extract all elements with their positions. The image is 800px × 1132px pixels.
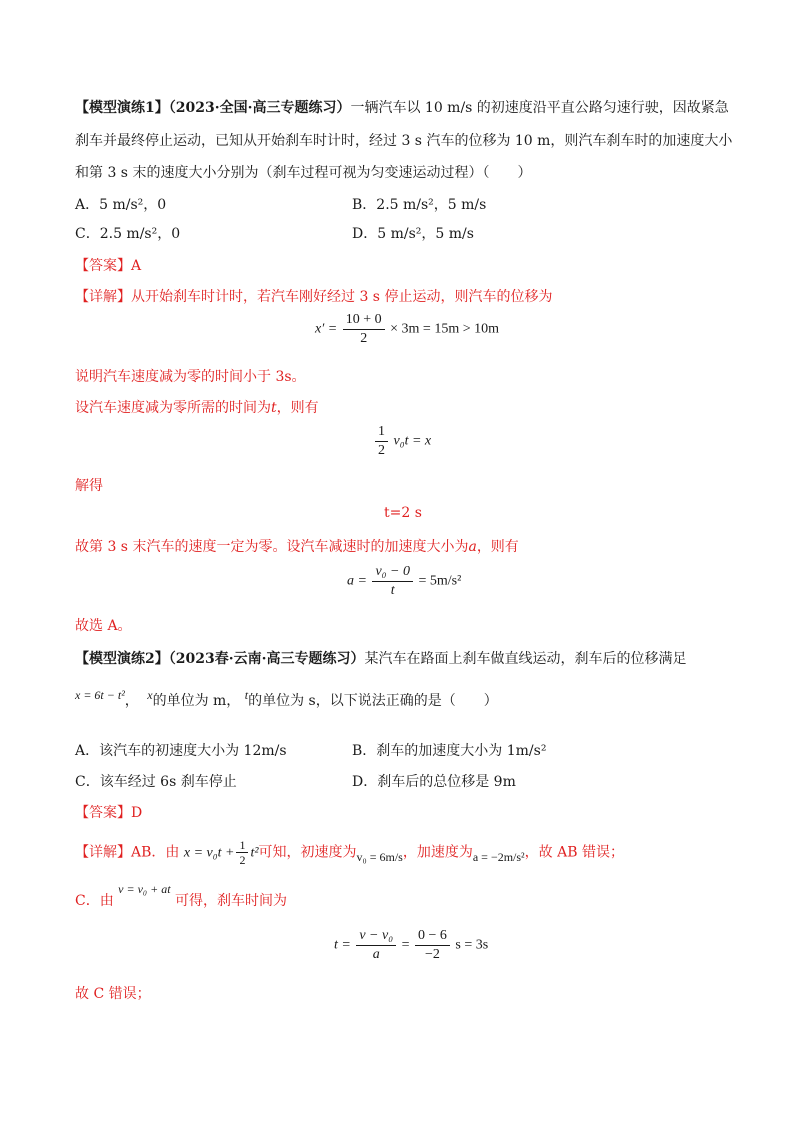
q1-tag: 【模型演练1】: [75, 100, 169, 116]
q1-detail-tag: 【详解】: [75, 289, 131, 305]
q1-detail-4-var: a: [468, 539, 477, 555]
q2-detail-ab: [75, 838, 624, 867]
q1-detail-4-pre: 故第 3 s 末汽车的速度一定为零。设汽车减速时的加速度大小为: [75, 539, 469, 555]
q1-source: （2023·全国·高三专题练习）: [168, 100, 351, 116]
q2-option-d: D．刹车后的总位移是 9m: [352, 774, 516, 790]
q2-source: （2023春·云南·高三专题练习）: [168, 651, 365, 667]
eq4-denominator: t: [390, 583, 395, 598]
q1-detail-text: 从开始刹车时计时，若汽车刚好经过 3 s 停止运动，则汽车的位移为: [131, 289, 553, 305]
q1-detail-3-post: ，则有: [276, 400, 319, 416]
eq4-rhs: = 5m/s²: [418, 573, 462, 589]
q2-eq-a-lhs: x = v₀t +: [183, 845, 235, 861]
q1-solve-label: 解得: [75, 478, 103, 494]
q1-detail-3-pre: 设汽车速度减为零所需的时间为: [75, 400, 271, 416]
q2-t-var: t: [244, 688, 249, 702]
q2-option-c: C．该车经过 6s 刹车停止: [75, 774, 237, 790]
eq4-lhs: a =: [347, 573, 367, 589]
q1-detail-4: [75, 536, 519, 556]
q1-option-a: A．5 m/s²，0: [75, 197, 167, 213]
q1-option-b: B．2.5 m/s²，5 m/s: [352, 197, 487, 213]
q1-equation-4: [347, 563, 461, 600]
q1-stem-3: 和第 3 s 末的速度大小分别为（刹车过程可视为匀变速运动过程）（ ）: [75, 165, 532, 181]
q1-conclusion: 故选 A。: [75, 618, 132, 634]
q2-equation-c: t = $\frac{\text{v − v₀}}{a}$ = $\frac{0 - 6}{-2}$ s = 3s: [334, 928, 489, 962]
eqc-rhs: s = 3s: [455, 937, 489, 953]
q2-option-b: B．刹车的加速度大小为 1m/s²: [352, 743, 547, 759]
q2-detail-a-mid: 可知，初速度为: [258, 844, 357, 861]
q2-tag: 【模型演练2】: [75, 651, 169, 667]
q2-x-var: x: [147, 688, 153, 702]
q1-detail-3: [75, 397, 319, 417]
q1-equation-2: [373, 423, 431, 460]
q2-detail-a-mid2: ，加速度为: [402, 844, 473, 861]
eq1-denominator: 2: [360, 331, 368, 346]
q1-detail-4-post: ，则有: [476, 539, 519, 555]
q2-answer: 【答案】D: [75, 805, 143, 821]
q2-c-pre: C．由: [75, 893, 114, 909]
eq2-denominator: 2: [378, 443, 385, 458]
q2-x-unit: 的单位为 m，: [152, 693, 241, 709]
q2-eq-a-num: 1: [236, 838, 248, 853]
q2-t-unit: 的单位为 s，以下说法正确的是（ ）: [248, 693, 498, 709]
q2-option-a: A．该汽车的初速度大小为 12m/s: [75, 743, 287, 759]
q1-line1: [75, 97, 729, 117]
eqc-num2: 0 − 6: [415, 927, 450, 946]
eq1-numerator: 10 + 0: [343, 311, 385, 330]
q1-equation-1: [315, 311, 499, 348]
eqc-num1: v − v₀: [356, 927, 396, 946]
q2-line2: x = 6t − t²， x的单位为 m， t的单位为 s，以下说法正确的是（ ）: [75, 688, 498, 709]
eq4-numerator: v₀ − 0: [372, 563, 413, 582]
q2-c-eq: v = v₀ + at: [118, 882, 171, 896]
q2-v0-value: v₀ = 6m/s: [356, 849, 403, 864]
eq1-rhs: × 3m = 15m > 10m: [390, 321, 499, 337]
eqc-lhs: t =: [334, 937, 351, 953]
eq1-lhs: x′ =: [315, 321, 338, 337]
q2-detail-tag: 【详解】AB．由: [75, 844, 180, 861]
q2-detail-c: [75, 882, 287, 910]
q2-stem-1: 某汽车在路面上刹车做直线运动，刹车后的位移满足: [364, 651, 687, 667]
q2-a-value: a = −2m/s²: [472, 849, 525, 864]
q1-stem-1: 一辆汽车以 10 m/s 的初速度沿平直公路匀速行驶，因故紧急: [350, 100, 729, 116]
q1-answer: 【答案】A: [75, 258, 142, 274]
q2-detail-a-end: ，故 AB 错误；: [524, 844, 624, 861]
q2-formula: x = 6t − t²: [75, 688, 125, 702]
q2-eq-a-den: 2: [239, 853, 246, 867]
q2-c-post: 可得，刹车时间为: [174, 893, 287, 909]
q2-c-conclusion: 故 C 错误；: [75, 986, 151, 1002]
q2-line1: [75, 648, 686, 668]
q1-detail-2: 说明汽车速度减为零的时间小于 3s。: [75, 369, 306, 385]
q1-equation-3: t=2 s: [384, 505, 422, 521]
q1-detail-3-var: t: [271, 400, 277, 416]
eqc-den2: −2: [425, 947, 440, 962]
eqc-den1: a: [372, 947, 380, 962]
eq2-rhs: v₀t = x: [393, 433, 432, 449]
q1-option-d: D．5 m/s²，5 m/s: [352, 226, 474, 242]
q2-eq-a-rhs: t²: [250, 845, 259, 861]
eq2-numerator: 1: [375, 423, 388, 442]
q1-stem-2: 刹车并最终停止运动，已知从开始刹车时计时，经过 3 s 汽车的位移为 10 m，则汽车刹车时的加速度大小: [75, 133, 733, 149]
q1-detail-1: [75, 286, 552, 306]
q1-option-c: C．2.5 m/s²，0: [75, 226, 181, 242]
